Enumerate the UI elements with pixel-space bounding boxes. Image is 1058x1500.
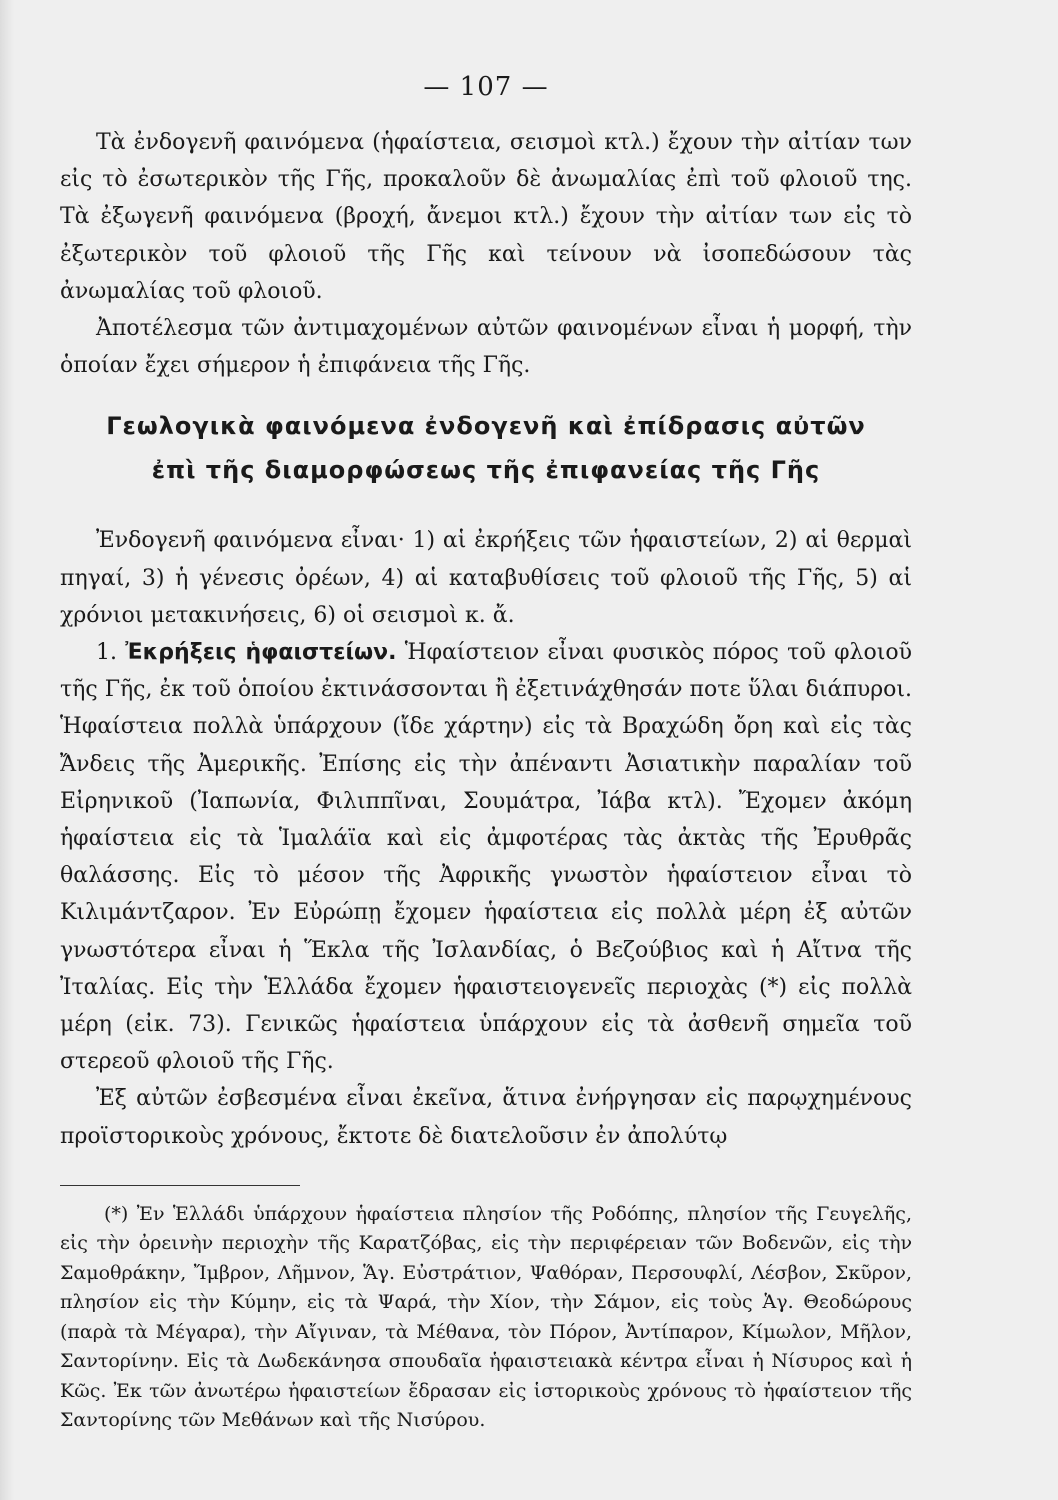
section-heading-line-2: ἐπὶ τῆς διαμορφώσεως τῆς ἐπιφανείας τῆς Γῆς <box>151 456 821 485</box>
eruptions-body: Ἡφαίστειον εἶναι φυσικὸς πόρος τοῦ φλοιοῦ τῆς Γῆς, ἐκ τοῦ ὁποίου ἐκτινάσσονται ἢ ἐξετινάχθησάν ποτε ὕλαι διάπυροι. Ἡφαίστεια πολλὰ ὑπάρχουν (ἴδε χάρτην) εἰς τὰ Βραχώδη ὄρη καὶ εἰς τὰς Ἄνδεις τῆς Ἀμερικῆς. Ἐπίσης εἰς τὴν ἀπέναντι Ἀσιατικὴν παραλίαν τοῦ Εἰρηνικοῦ (Ἰαπωνία, Φιλιππῖναι, Σουμάτρα, Ἰάβα κτλ). Ἔχομεν ἀκόμη ἡφαίστεια εἰς τὰ Ἱμαλάϊα καὶ εἰς ἀμφοτέρας τὰς ἀκτὰς τῆς Ἐρυθρᾶς θαλάσσης. Εἰς τὸ μέσον τῆς Ἀφρικῆς γνωστὸν ἡφαίστειον εἶναι τὸ Κιλιμάντζαρον. Ἐν Εὐρώπῃ ἔχομεν ἡφαίστεια εἰς πολλὰ μέρη ἐξ αὐτῶν γνωστότερα εἶναι ἡ Ἕκλα τῆς Ἰσλανδίας, ὁ Βεζούβιος καὶ ἡ Αἴτνα τῆς Ἰταλίας. Εἰς τὴν Ἑλλάδα ἔχομεν ἡφαιστειογενεῖς περιοχὰς (*) εἰς πολλὰ μέρη (εἰκ. 73). Γενικῶς ἡφαίστεια ὑπάρχουν εἰς τὰ ἀσθενῆ σημεῖα τοῦ στερεοῦ φλοιοῦ τῆς Γῆς. <box>60 640 912 1075</box>
eruptions-paragraph <box>60 634 912 1080</box>
section-heading <box>60 404 912 492</box>
footnote-divider <box>60 1185 300 1186</box>
extinct-volcanoes-paragraph: Ἐξ αὐτῶν ἐσβεσμένα εἶναι ἐκεῖνα, ἅτινα ἐνήργησαν εἰς παρῳχημένους προϊστορικοὺς χρόνους, ἔκτοτε δὲ διατελοῦσιν ἐν ἀπολύτῳ <box>60 1086 912 1149</box>
phenomena-list-paragraph: Ἐνδογενῆ φαινόμενα εἶναι· 1) αἱ ἐκρήξεις τῶν ἡφαιστείων, 2) αἱ θερμαὶ πηγαί, 3) ἡ γένεσις ὀρέων, 4) αἱ καταβυθίσεις τοῦ φλοιοῦ τῆς Γῆς, 5) αἱ χρόνιοι μετακινήσεις, 6) οἱ σεισμοὶ κ. ἄ. <box>60 528 912 628</box>
intro-paragraph: Τὰ ἐνδογενῆ φαινόμενα (ἡφαίστεια, σεισμοὶ κτλ.) ἔχουν τὴν αἰτίαν των εἰς τὸ ἐσωτερικὸν τῆς Γῆς, προκαλοῦν δὲ ἀνωμαλίας ἐπὶ τοῦ φλοιοῦ της. Τὰ ἐξωγενῆ φαινόμενα (βροχή, ἄνεμοι κτλ.) ἔχουν τὴν αἰτίαν των εἰς τὸ ἐξωτερικὸν τοῦ φλοιοῦ τῆς Γῆς καὶ τείνουν νὰ ἰσοπεδώσουν τὰς ἀνωμαλίας τοῦ φλοιοῦ. <box>60 130 912 304</box>
result-paragraph: Ἀποτέλεσμα τῶν ἀντιμαχομένων αὐτῶν φαινομένων εἶναι ἡ μορφή, τὴν ὁποίαν ἔχει σήμερον ἡ ἐπιφάνεια τῆς Γῆς. <box>60 316 912 379</box>
scan-edge-shadow <box>0 0 14 1500</box>
page-number: — 107 — <box>423 72 549 102</box>
subsection-title: Ἐκρήξεις ἡφαιστείων. <box>125 640 397 666</box>
subsection-number: 1. <box>96 640 117 666</box>
section-heading-line-1: Γεωλογικὰ φαινόμενα ἐνδογενῆ καὶ ἐπίδρασις αὐτῶν <box>106 412 866 441</box>
book-page <box>60 70 912 1436</box>
footnote: (*) Ἐν Ἑλλάδι ὑπάρχουν ἡφαίστεια πλησίον τῆς Ροδόπης, πλησίον τῆς Γευγελῆς, εἰς τὴν ὀρεινὴν περιοχὴν τῆς Καρατζόβας, εἰς τὴν περιφέρειαν τῶν Βοδενῶν, εἰς τὴν Σαμοθράκην, Ἴμβρον, Λῆμνον, Ἅγ. Εὐστράτιον, Ψαθόραν, Περσουφλί, Λέσβον, Σκῦρον, πλησίον εἰς τὴν Κύμην, εἰς τὰ Ψαρά, τὴν Χίον, τὴν Σάμον, εἰς τοὺς Ἁγ. Θεοδώρους (παρὰ τὰ Μέγαρα), τὴν Αἴγιναν, τὰ Μέθανα, τὸν Πόρον, Ἀντίπαρον, Κίμωλον, Μῆλον, Σαντορίνην. Εἰς τὰ Δωδεκάνησα σπουδαῖα ἡφαιστειακὰ κέντρα εἶναι ἡ Νίσυρος καὶ ἡ Κῶς. Ἐκ τῶν ἀνωτέρω ἡφαιστείων ἔδρασαν εἰς ἱστορικοὺς χρόνους τὸ ἡφαίστειον τῆς Σαντορίνης τῶν Μεθάνων καὶ τῆς Νισύρου. <box>60 1202 912 1432</box>
